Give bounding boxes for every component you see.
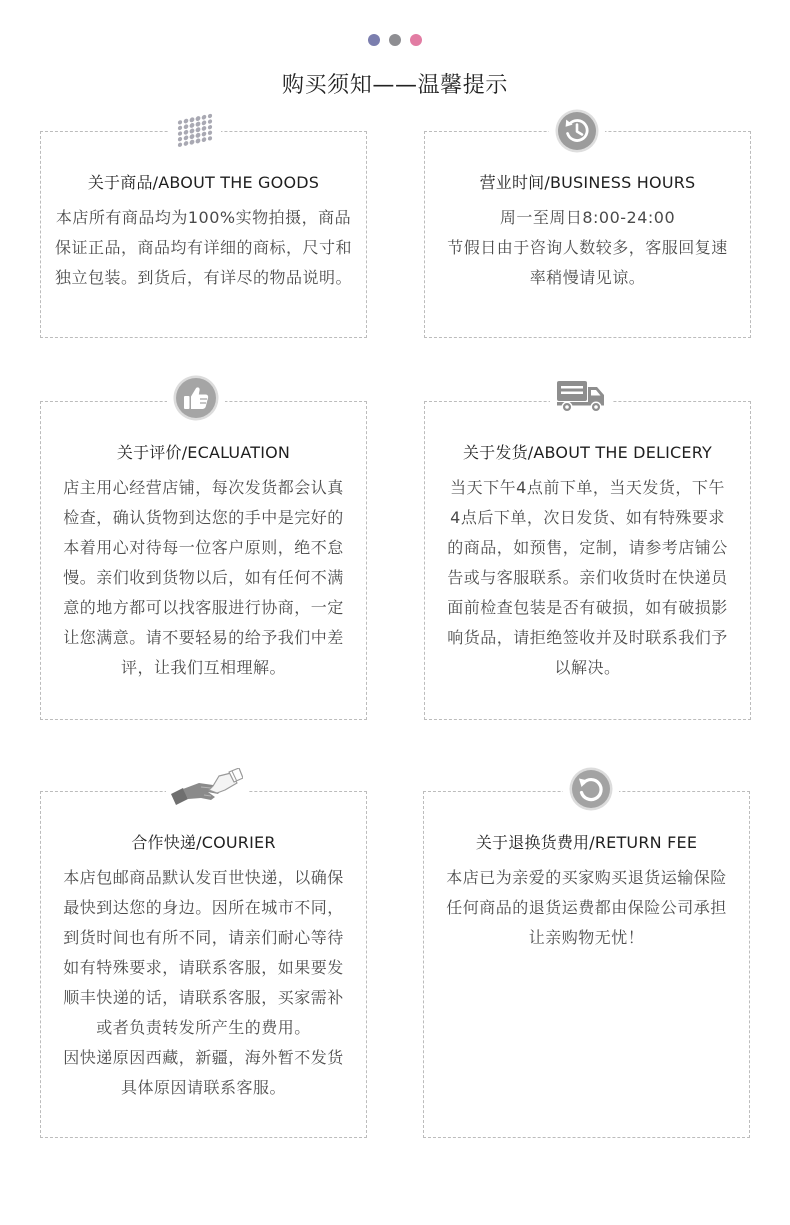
notice-card-delivery — [424, 401, 751, 720]
card-icon-holder — [166, 768, 248, 808]
notice-body — [425, 203, 750, 293]
card-icon-holder — [167, 375, 225, 421]
notice-line: 本着用心对待每一位客户原则，绝不怠 — [63, 538, 344, 557]
indicator-dots — [0, 34, 790, 46]
notice-line: 保证正品，商品均有详细的商标，尺寸和 — [54, 238, 352, 257]
card-icon-holder — [549, 109, 605, 153]
notice-line: 周一至周日8:00-24:00 — [499, 208, 676, 227]
dot-grid-icon — [176, 111, 214, 149]
notice-line: 独立包装。到货后，有详尽的物品说明。 — [54, 268, 352, 287]
notice-title: 合作快递/COURIER — [131, 833, 276, 852]
card-icon-holder — [169, 111, 221, 149]
thumbs-up-icon — [173, 375, 219, 421]
indicator-dot — [389, 34, 401, 46]
notice-line: 顺丰快递的话，请联系客服，买家需补 — [63, 988, 344, 1007]
notice-line: 具体原因请联系客服。 — [120, 1078, 286, 1097]
notice-line: 4点后下单，次日发货、如有特殊要求 — [450, 508, 725, 527]
notice-line: 意的地方都可以找客服进行协商，一定 — [63, 598, 344, 617]
notice-line: 面前检查包装是否有破损，如有破损影 — [447, 598, 728, 617]
notice-line: 响货品，请拒绝签收并及时联系我们予 — [447, 628, 728, 647]
notice-card-evaluation — [40, 401, 367, 720]
notice-card-return-fee — [423, 791, 750, 1138]
notice-card-courier — [40, 791, 367, 1138]
notice-line: 的商品，如预售，定制，请参考店铺公 — [447, 538, 728, 557]
delivery-truck-icon — [556, 379, 606, 413]
notice-line: 或者负责转发所产生的费用。 — [96, 1018, 311, 1037]
notice-line: 慢。亲们收到货物以后，如有任何不满 — [63, 568, 344, 587]
notice-body — [41, 863, 366, 1103]
notice-line: 率稍慢请见谅。 — [529, 268, 646, 287]
notice-body — [424, 863, 749, 953]
notice-title: 关于商品/ABOUT THE GOODS — [87, 173, 320, 192]
notice-line: 让亲购物无忧！ — [528, 928, 645, 947]
card-icon-holder — [550, 379, 612, 413]
notice-line: 到货时间也有所不同，请亲们耐心等待 — [63, 928, 344, 947]
refresh-icon — [569, 767, 613, 811]
indicator-dot — [368, 34, 380, 46]
notice-title: 关于退换货费用/RETURN FEE — [475, 833, 698, 852]
notice-line: 本店包邮商品默认发百世快递，以确保 — [63, 868, 344, 887]
notice-title: 营业时间/BUSINESS HOURS — [479, 173, 696, 192]
notice-line: 最快到达您的身边。因所在城市不同， — [63, 898, 344, 917]
notice-title: 关于评价/ECALUATION — [116, 443, 291, 462]
notice-line: 任何商品的退货运费都由保险公司承担 — [446, 898, 727, 917]
history-clock-icon — [555, 109, 599, 153]
notice-line: 因快递原因西藏，新疆，海外暂不发货 — [63, 1048, 344, 1067]
notice-line: 如有特殊要求，请联系客服，如果要发 — [63, 958, 344, 977]
notice-body — [41, 203, 366, 293]
notice-body — [41, 473, 366, 683]
notice-title: 关于发货/ABOUT THE DELICERY — [462, 443, 712, 462]
notice-body — [425, 473, 750, 683]
notice-line: 检查，确认货物到达您的手中是完好的 — [63, 508, 344, 527]
notice-line: 以解决。 — [554, 658, 621, 677]
notice-line: 告或与客服联系。亲们收货时在快递员 — [447, 568, 728, 587]
notice-line: 本店所有商品均为100%实物拍摄，商品 — [55, 208, 352, 227]
indicator-dot — [410, 34, 422, 46]
notice-line: 当天下午4点前下单，当天发货，下午 — [450, 478, 725, 497]
page-title: 购买须知——温馨提示 — [281, 73, 508, 98]
notice-line: 店主用心经营店铺，每次发货都会认真 — [63, 478, 344, 497]
card-icon-holder — [563, 767, 619, 811]
notice-card-business-hours — [424, 131, 751, 338]
notice-line: 让您满意。请不要轻易的给予我们中差 — [63, 628, 344, 647]
handshake-icon — [171, 768, 243, 808]
notice-line: 评，让我们互相理解。 — [120, 658, 286, 677]
notice-line: 节假日由于咨询人数较多，客服回复速 — [447, 238, 728, 257]
notice-line: 本店已为亲爱的买家购买退货运输保险 — [446, 868, 727, 887]
notice-card-goods — [40, 131, 367, 338]
